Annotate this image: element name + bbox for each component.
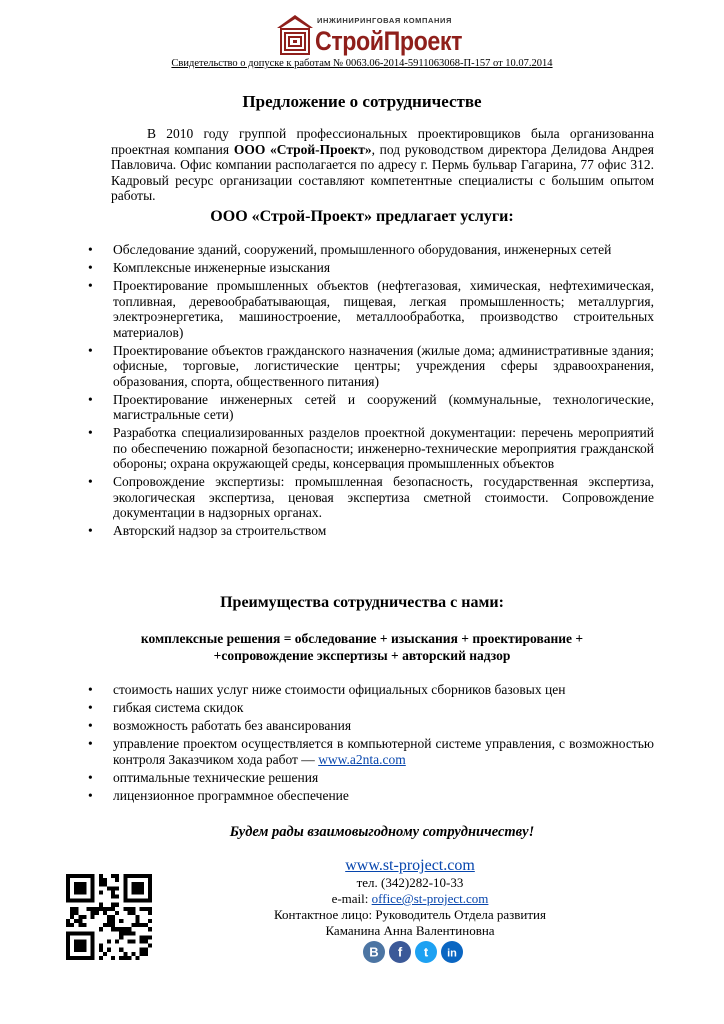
list-item	[88, 736, 654, 767]
qr-module	[140, 923, 144, 927]
qr-module	[144, 952, 148, 956]
qr-module	[107, 940, 111, 944]
qr-module	[91, 874, 95, 878]
qr-module	[111, 890, 115, 894]
qr-module	[123, 874, 127, 878]
qr-module	[127, 899, 131, 903]
qr-module	[91, 911, 95, 915]
qr-module	[136, 886, 140, 890]
qr-module	[115, 894, 119, 898]
qr-module	[99, 907, 103, 911]
list-item	[88, 718, 654, 734]
qr-module	[82, 915, 86, 919]
qr-module	[115, 903, 119, 907]
qr-module	[99, 882, 103, 886]
bullet-icon: •	[88, 682, 93, 697]
qr-module	[136, 956, 140, 960]
qr-module	[119, 927, 123, 931]
qr-module	[148, 899, 152, 903]
qr-module	[66, 952, 70, 956]
list-item	[88, 682, 654, 698]
service-text: Сопровождение экспертизы: промышленная безопасность, государственная экспертиза, экологическая экспертиза, ценовая экспертиза сметной стоимости. Сопровождение документации в надзорных органах.	[113, 474, 654, 520]
company-logo	[275, 12, 465, 58]
qr-module	[144, 940, 148, 944]
list-item	[88, 523, 654, 539]
qr-module	[91, 935, 95, 939]
list-item	[88, 392, 654, 423]
qr-module	[148, 935, 152, 939]
qr-module	[132, 923, 136, 927]
qr-module	[66, 923, 70, 927]
benefit-text: управление проектом осуществляется в компьютерной системе управления, с возможностью контроля Заказчиком хода работ —	[113, 736, 654, 767]
solution-formula	[0, 630, 724, 664]
qr-module	[78, 882, 82, 886]
qr-module	[99, 956, 103, 960]
qr-module	[86, 907, 90, 911]
email-line	[210, 891, 610, 907]
qr-module	[70, 874, 74, 878]
benefits-list	[88, 682, 654, 806]
intro-text-end: , под руководством директора Делидова Андрея Павловича. Офис компании располагается по адресу г. Пермь бульвар Гагарина, 77 офис 312. Кадровый ресурс организации составляют компетентные специалисты с большим опытом работы.	[111, 141, 655, 203]
qr-module	[91, 952, 95, 956]
bullet-icon: •	[88, 342, 93, 358]
intro-text-start: В 2010 году группой профессиональных проектировщиков была организованна проектная компания	[111, 126, 654, 157]
qr-module	[103, 952, 107, 956]
company-tagline: ИНЖИНИРИНГОВАЯ КОМПАНИЯ	[317, 16, 452, 25]
qr-module	[82, 882, 86, 886]
contacts-block	[210, 856, 610, 939]
page-title: Предложение о сотрудничестве	[242, 92, 482, 111]
qr-module	[127, 927, 131, 931]
qr-module	[132, 874, 136, 878]
svg-text:B: B	[369, 944, 379, 960]
qr-module	[91, 956, 95, 960]
qr-module	[144, 907, 148, 911]
bullet-icon: •	[88, 787, 93, 803]
qr-module	[136, 923, 140, 927]
closing-line: Будем рады взаимовыгодному сотрудничеству!	[229, 824, 535, 840]
qr-module	[140, 935, 144, 939]
qr-module	[132, 940, 136, 944]
qr-module	[66, 899, 70, 903]
qr-module	[136, 890, 140, 894]
qr-module	[136, 882, 140, 886]
qr-module	[86, 931, 90, 935]
svg-text:f: f	[397, 944, 403, 960]
qr-module	[111, 923, 115, 927]
list-item	[88, 278, 654, 340]
qr-module	[140, 948, 144, 952]
qr-module	[66, 944, 70, 948]
qr-module	[78, 944, 82, 948]
service-text: Обследование зданий, сооружений, промышленного оборудования, инженерных сетей	[113, 242, 612, 257]
qr-module	[140, 899, 144, 903]
twitter-icon[interactable]	[415, 941, 437, 963]
bullet-icon: •	[88, 700, 93, 715]
qr-module	[91, 894, 95, 898]
qr-module	[74, 899, 78, 903]
qr-module	[103, 907, 107, 911]
qr-module	[123, 890, 127, 894]
qr-module	[70, 931, 74, 935]
qr-module	[115, 940, 119, 944]
service-text: Разработка специализированных разделов проектной документации: перечень мероприятий по обеспечению пожарной безопасности; инженерно-технические мероприятия гражданской обороны; охрана окружающей среды, консервация промышленных объектов	[113, 425, 654, 471]
qr-module	[123, 886, 127, 890]
list-item	[88, 474, 654, 521]
service-text: Комплексные инженерные изыскания	[113, 260, 331, 275]
services-list	[88, 242, 654, 541]
bullet-icon: •	[88, 242, 93, 257]
bullet-icon: •	[88, 425, 93, 440]
qr-module	[91, 915, 95, 919]
qr-module	[70, 911, 74, 915]
qr-module	[115, 927, 119, 931]
vk-icon[interactable]	[363, 941, 385, 963]
contact-name: Каманина Анна Валентиновна	[325, 923, 495, 938]
qr-module	[115, 886, 119, 890]
qr-module	[111, 907, 115, 911]
qr-module	[70, 899, 74, 903]
qr-module	[95, 907, 99, 911]
qr-module	[78, 899, 82, 903]
qr-module	[132, 931, 136, 935]
service-text: Проектирование инженерных сетей и сооружений (коммунальные, технологические, магистральные сети)	[113, 391, 654, 422]
qr-module	[119, 935, 123, 939]
formula-line-2: +сопровождение экспертизы + авторский надзор	[213, 648, 511, 663]
qr-module	[123, 878, 127, 882]
qr-module	[148, 886, 152, 890]
contact-person: Контактное лицо: Руководитель Отдела развития	[274, 907, 546, 922]
svg-text:in: in	[447, 947, 457, 960]
qr-module	[144, 923, 148, 927]
qr-module	[136, 915, 140, 919]
social-icons	[362, 940, 466, 964]
qr-module	[123, 899, 127, 903]
intro-company-name: ООО «Строй-Проект»	[233, 141, 372, 157]
qr-module	[66, 935, 70, 939]
qr-module	[74, 874, 78, 878]
bullet-icon: •	[88, 278, 93, 293]
bullet-icon: •	[88, 523, 93, 538]
qr-module	[107, 915, 111, 919]
qr-module	[66, 894, 70, 898]
qr-module	[111, 927, 115, 931]
qr-module	[99, 890, 103, 894]
qr-module	[91, 882, 95, 886]
qr-module	[74, 907, 78, 911]
qr-module	[103, 882, 107, 886]
house-logo-icon	[275, 12, 315, 56]
list-item	[88, 700, 654, 716]
qr-module	[74, 940, 78, 944]
qr-module	[91, 948, 95, 952]
qr-module	[74, 911, 78, 915]
qr-module	[111, 874, 115, 878]
qr-module	[82, 931, 86, 935]
qr-module	[78, 923, 82, 927]
qr-module	[127, 956, 131, 960]
qr-module	[103, 878, 107, 882]
qr-module	[136, 874, 140, 878]
formula-line-1: комплексные решения = обследование + изыскания + проектирование +	[140, 631, 584, 646]
qr-module	[82, 886, 86, 890]
qr-module	[127, 874, 131, 878]
qr-module	[111, 903, 115, 907]
qr-module	[119, 956, 123, 960]
qr-module	[70, 923, 74, 927]
qr-module	[86, 956, 90, 960]
qr-module	[86, 874, 90, 878]
qr-module	[111, 886, 115, 890]
qr-module	[99, 874, 103, 878]
qr-module	[82, 899, 86, 903]
qr-module	[74, 919, 78, 923]
bullet-icon: •	[88, 718, 93, 733]
qr-module	[66, 919, 70, 923]
qr-module	[148, 894, 152, 898]
qr-module	[66, 878, 70, 882]
qr-module	[78, 886, 82, 890]
qr-module	[123, 907, 127, 911]
qr-module	[119, 948, 123, 952]
qr-module	[132, 882, 136, 886]
qr-module	[99, 944, 103, 948]
benefit-text: гибкая система скидок	[113, 700, 244, 715]
qr-module	[91, 907, 95, 911]
qr-module	[127, 940, 131, 944]
qr-module	[82, 923, 86, 927]
qr-module	[132, 952, 136, 956]
qr-module	[144, 935, 148, 939]
qr-module	[66, 948, 70, 952]
qr-module	[99, 878, 103, 882]
qr-module	[66, 890, 70, 894]
qr-module	[123, 894, 127, 898]
qr-module	[78, 919, 82, 923]
qr-module	[74, 948, 78, 952]
qr-module	[123, 956, 127, 960]
qr-module	[140, 952, 144, 956]
bullet-icon: •	[88, 474, 93, 489]
qr-module	[91, 944, 95, 948]
qr-module	[99, 948, 103, 952]
qr-module	[140, 890, 144, 894]
qr-module	[91, 890, 95, 894]
qr-module	[132, 886, 136, 890]
qr-module	[78, 874, 82, 878]
qr-module	[148, 944, 152, 948]
qr-module	[78, 915, 82, 919]
qr-module	[91, 931, 95, 935]
qr-module	[103, 911, 107, 915]
qr-module	[115, 874, 119, 878]
qr-module	[127, 907, 131, 911]
qr-module	[111, 919, 115, 923]
qr-module	[111, 915, 115, 919]
qr-module	[148, 874, 152, 878]
website-link[interactable]: www.st-project.com	[345, 857, 475, 874]
qr-module	[144, 874, 148, 878]
svg-text:t: t	[423, 944, 429, 960]
bullet-icon: •	[88, 260, 93, 275]
service-text: Проектирование объектов гражданского назначения (жилые дома; административные здания; офисные, торговые, логистические центры; учреждения сферы здравоохранения, образования, спорта, общественного питания)	[113, 342, 654, 389]
qr-module	[91, 940, 95, 944]
qr-module	[148, 878, 152, 882]
qr-module	[82, 956, 86, 960]
qr-module	[107, 907, 111, 911]
qr-module	[119, 931, 123, 935]
qr-module	[144, 899, 148, 903]
qr-module	[82, 874, 86, 878]
list-item	[88, 770, 654, 786]
a2nta-link[interactable]: www.a2nta.com	[318, 751, 406, 767]
qr-module	[66, 874, 70, 878]
qr-module	[148, 882, 152, 886]
qr-module	[127, 911, 131, 915]
qr-module	[86, 899, 90, 903]
facebook-icon[interactable]	[389, 941, 411, 963]
qr-module	[132, 899, 136, 903]
qr-module	[148, 907, 152, 911]
list-item	[88, 260, 654, 276]
qr-module	[140, 874, 144, 878]
qr-module	[70, 915, 74, 919]
qr-module	[123, 882, 127, 886]
qr-module	[78, 956, 82, 960]
qr-module	[74, 882, 78, 886]
qr-module	[99, 903, 103, 907]
qr-module	[132, 907, 136, 911]
service-text: Авторский надзор за строительством	[113, 523, 327, 538]
qr-module	[140, 882, 144, 886]
qr-module	[66, 931, 70, 935]
qr-module	[95, 911, 99, 915]
list-item	[88, 343, 654, 390]
qr-module	[66, 886, 70, 890]
phone-text: тел. (342)282-10-33	[356, 875, 464, 890]
qr-module	[99, 927, 103, 931]
qr-module	[132, 911, 136, 915]
qr-module	[148, 890, 152, 894]
benefit-text: стоимость наших услуг ниже стоимости официальных сборников базовых цен	[113, 682, 566, 697]
benefits-heading: Преимущества сотрудничества с нами:	[220, 594, 504, 611]
qr-module	[148, 919, 152, 923]
qr-module	[66, 882, 70, 886]
qr-module	[107, 923, 111, 927]
qr-module	[123, 927, 127, 931]
qr-module	[74, 944, 78, 948]
qr-module	[91, 878, 95, 882]
service-text: Проектирование промышленных объектов (нефтегазовая, химическая, нефтехимическая, топливная, деревообрабатывающая, пищевая, легкая промышленность; металлургия, электроэнергетика, машиностроение, металлообработка, производство строительных материалов)	[113, 278, 654, 340]
qr-module	[74, 890, 78, 894]
qr-module	[123, 952, 127, 956]
email-label: e-mail:	[331, 891, 372, 906]
qr-module	[103, 923, 107, 927]
certificate-line: Свидетельство о допуске к работам № 0063.06-2014-5911063068-П-157 от 10.07.2014	[171, 58, 553, 69]
qr-module	[123, 931, 127, 935]
qr-module	[78, 931, 82, 935]
qr-module	[140, 886, 144, 890]
qr-code[interactable]	[66, 874, 152, 960]
qr-module	[82, 948, 86, 952]
qr-module	[66, 940, 70, 944]
qr-module	[144, 948, 148, 952]
qr-module	[140, 940, 144, 944]
qr-module	[136, 899, 140, 903]
qr-module	[66, 956, 70, 960]
qr-module	[70, 956, 74, 960]
benefit-text: лицензионное программное обеспечение	[113, 787, 349, 803]
qr-module	[91, 899, 95, 903]
qr-module	[74, 956, 78, 960]
bullet-icon: •	[88, 736, 93, 751]
qr-module	[140, 907, 144, 911]
qr-module	[127, 931, 131, 935]
qr-module	[119, 919, 123, 923]
qr-module	[82, 940, 86, 944]
qr-module	[74, 886, 78, 890]
qr-module	[70, 907, 74, 911]
qr-module	[82, 944, 86, 948]
qr-module	[136, 919, 140, 923]
qr-module	[107, 886, 111, 890]
qr-module	[148, 911, 152, 915]
linkedin-icon[interactable]	[441, 941, 463, 963]
qr-module	[111, 956, 115, 960]
bullet-icon: •	[88, 391, 93, 407]
email-link[interactable]: office@st-project.com	[371, 891, 489, 906]
qr-module	[78, 890, 82, 894]
qr-module	[115, 911, 119, 915]
qr-module	[132, 890, 136, 894]
list-item	[88, 242, 654, 258]
qr-module	[148, 927, 152, 931]
qr-module	[91, 886, 95, 890]
benefit-text: возможность работать без авансирования	[113, 718, 352, 733]
qr-module	[111, 894, 115, 898]
qr-module	[78, 948, 82, 952]
bullet-icon: •	[88, 769, 93, 785]
qr-module	[107, 919, 111, 923]
qr-module	[82, 890, 86, 894]
services-heading: ООО «Строй-Проект» предлагает услуги:	[210, 208, 514, 225]
list-item	[88, 425, 654, 472]
qr-module	[74, 931, 78, 935]
qr-module	[107, 948, 111, 952]
company-name: СтройПроект	[315, 26, 463, 56]
list-item	[88, 788, 654, 804]
intro-paragraph	[111, 126, 654, 204]
qr-module	[115, 878, 119, 882]
qr-module	[78, 940, 82, 944]
benefit-text: оптимальные технические решения	[113, 769, 319, 785]
